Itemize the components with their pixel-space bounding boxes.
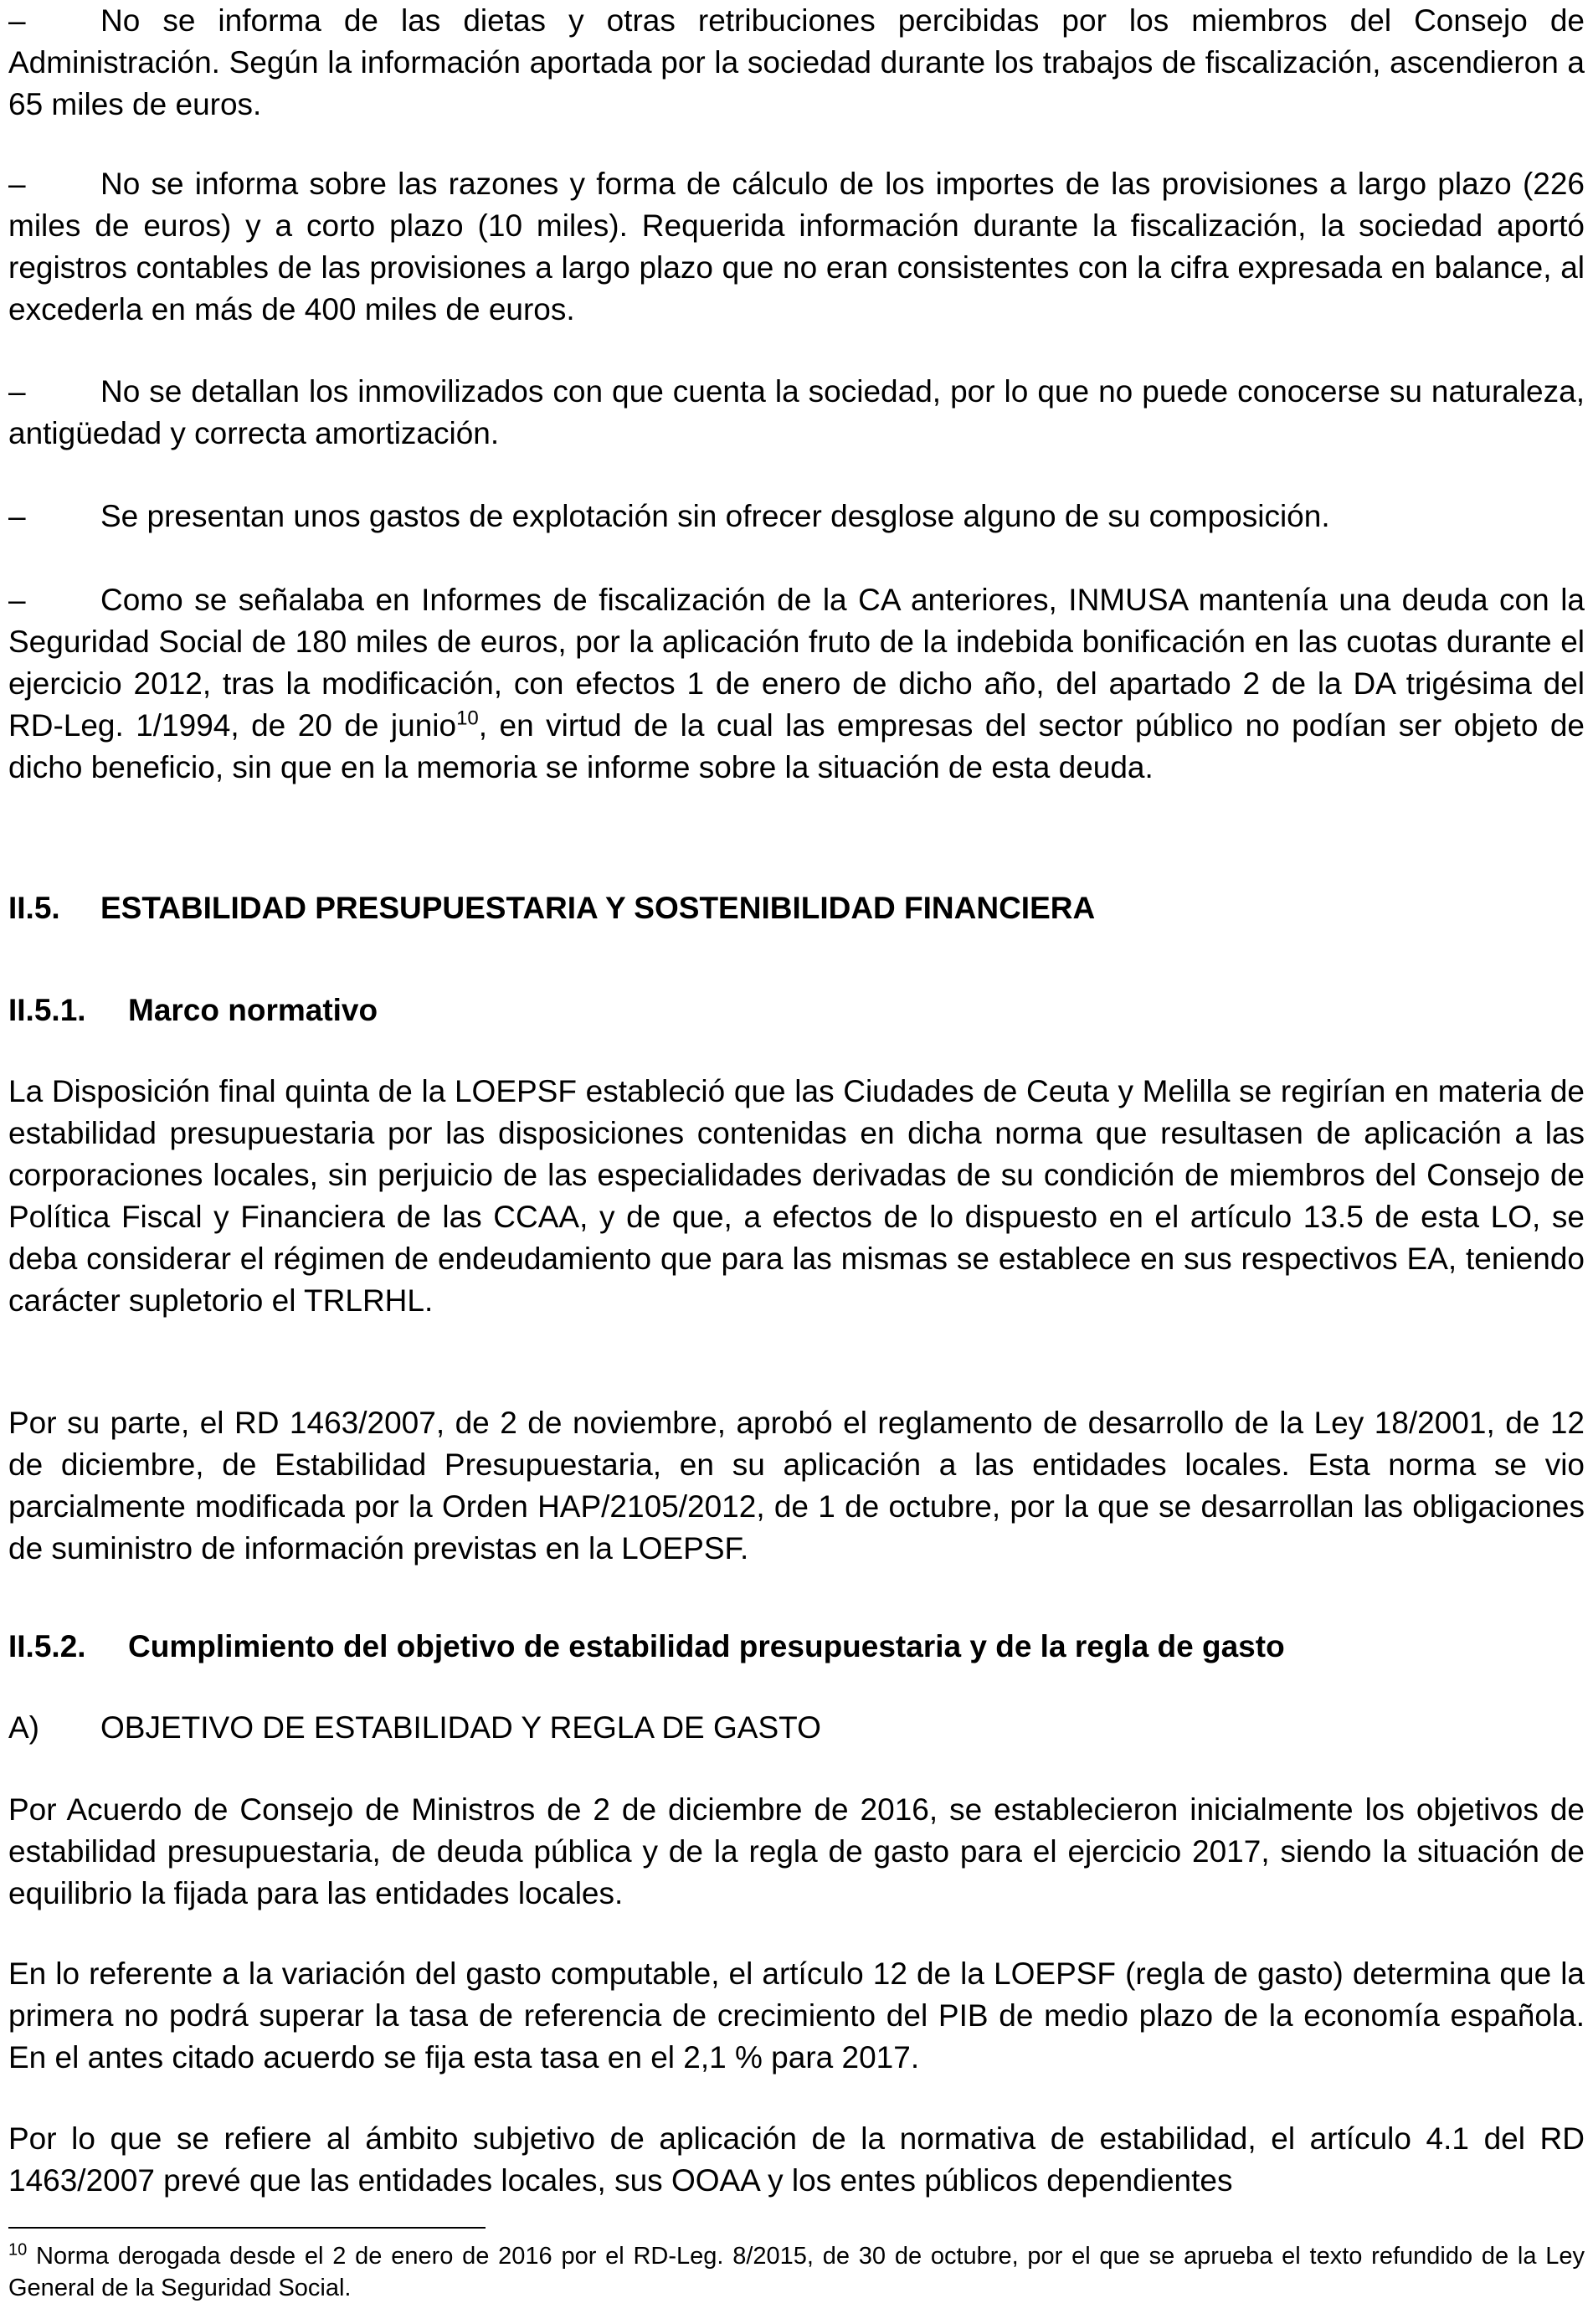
paragraph-ambito-subjetivo: Por lo que se refiere al ámbito subjetivo de aplicación de la normativa de estabilidad, el artículo 4.1 del RD 1463/2007 prevé que las entidades locales, sus OOAA y los entes públicos dependientes xyxy=(8,2121,1585,2198)
bullet-seguridad-social xyxy=(8,579,1585,789)
subheading-a xyxy=(8,1707,1585,1749)
bullet-text: Se presentan unos gastos de explotación sin ofrecer desglose alguno de su composición. xyxy=(100,499,1330,533)
bullet-text: No se informa de las dietas y otras retribuciones percibidas por los miembros del Consejo de Administración. Según la información aportada por la sociedad durante los trabajos de fiscalización, ascendieron a 65 miles de euros. xyxy=(8,3,1585,121)
bullet-dash: – xyxy=(8,3,26,38)
bullet-dash: – xyxy=(8,499,26,533)
subsection1-number: II.5.1. xyxy=(8,993,86,1027)
footnote-number: 10 xyxy=(8,2240,28,2260)
footnote-ref[interactable]: 10 xyxy=(456,707,479,730)
bullet-dash: – xyxy=(8,583,26,617)
section-heading xyxy=(8,887,1585,929)
bullet-provisiones xyxy=(8,163,1585,331)
bullet-dash: – xyxy=(8,167,26,201)
bullet-text: No se informa sobre las razones y forma de cálculo de los importes de las provisiones a largo plazo (226 miles de euros) y a corto plazo (10 miles). Requerida información durante la fiscalización, la sociedad aportó registros contables de las provisiones a largo plazo que no eran consistentes con la cifra expresada en balance, al excederla en más de 400 miles de euros. xyxy=(8,167,1585,326)
subsection2-number: II.5.2. xyxy=(8,1629,86,1663)
bullet-inmovilizados xyxy=(8,371,1585,455)
section-title: ESTABILIDAD PRESUPUESTARIA Y SOSTENIBILIDAD FINANCIERA xyxy=(100,891,1096,925)
bullet-dash: – xyxy=(8,374,26,409)
subheading-title: OBJETIVO DE ESTABILIDAD Y REGLA DE GASTO xyxy=(100,1710,821,1745)
bullet-text: No se detallan los inmovilizados con que cuenta la sociedad, por lo que no puede conocerse su naturaleza, antigüedad y correcta amortización. xyxy=(8,374,1585,450)
paragraph-marco-2: Por su parte, el RD 1463/2007, de 2 de noviembre, aprobó el reglamento de desarrollo de la Ley 18/2001, de 12 de diciembre, de Estabilidad Presupuestaria, en su aplicación a las entidades locales. Esta norma se vio parcialmente modificada por la Orden HAP/2105/2012, de 1 de octubre, por la que se desarrollan las obligaciones de suministro de información previstas en la LOEPSF. xyxy=(8,1406,1585,1566)
subheading-letter: A) xyxy=(8,1710,39,1745)
section-number: II.5. xyxy=(8,891,60,925)
footnote-separator xyxy=(8,2227,486,2229)
bullet-text-after: , en virtud de la cual las empresas del sector público no podían ser objeto de dicho beneficio, sin que en la memoria se informe sobre la situación de esta deuda. xyxy=(8,708,1585,784)
subsection1-heading xyxy=(8,990,1585,1031)
footnote-text: Norma derogada desde el 2 de enero de 2016 por el RD-Leg. 8/2015, de 30 de octubre, por el que se aprueba el texto refundido de la Ley General de la Seguridad Social. xyxy=(8,2243,1585,2301)
bullet-dietas xyxy=(8,0,1585,126)
subsection2-heading xyxy=(8,1626,1585,1668)
subsection1-title: Marco normativo xyxy=(128,993,378,1027)
paragraph-gasto-computable: En lo referente a la variación del gasto computable, el artículo 12 de la LOEPSF (regla de gasto) determina que la primera no podrá superar la tasa de referencia de crecimiento del PIB de medio plazo de la economía española. En el antes citado acuerdo se fija esta tasa en el 2,1 % para 2017. xyxy=(8,1956,1585,2075)
bullet-gastos-explotacion xyxy=(8,496,1585,537)
footnote xyxy=(8,2240,1585,2304)
paragraph-marco-1: La Disposición final quinta de la LOEPSF estableció que las Ciudades de Ceuta y Melilla se regirían en materia de estabilidad presupuestaria por las disposiciones contenidas en dicha norma que resultasen de aplicación a las corporaciones locales, sin perjuicio de las especialidades derivadas de su condición de miembros del Consejo de Política Fiscal y Financiera de las CCAA, y de que, a efectos de lo dispuesto en el artículo 13.5 de esta LO, se deba considerar el régimen de endeudamiento que para las mismas se establece en sus respectivos EA, teniendo carácter supletorio el TRLRHL. xyxy=(8,1074,1585,1318)
bullet-text-before: Como se señalaba en Informes de fiscalización de la CA anteriores, INMUSA mantenía una deuda con la Seguridad Social de 180 miles de euros, por la aplicación fruto de la indebida bonificación en las cuotas durante el ejercicio 2012, tras la modificación, con efectos 1 de enero de dicho año, del apartado 2 de la DA trigésima del RD-Leg. 1/1994, de 20 de junio xyxy=(8,583,1585,743)
paragraph-acuerdo: Por Acuerdo de Consejo de Ministros de 2 de diciembre de 2016, se establecieron inicialmente los objetivos de estabilidad presupuestaria, de deuda pública y de la regla de gasto para el ejercicio 2017, siendo la situación de equilibrio la fijada para las entidades locales. xyxy=(8,1792,1585,1910)
subsection2-title: Cumplimiento del objetivo de estabilidad presupuestaria y de la regla de gasto xyxy=(128,1629,1285,1663)
